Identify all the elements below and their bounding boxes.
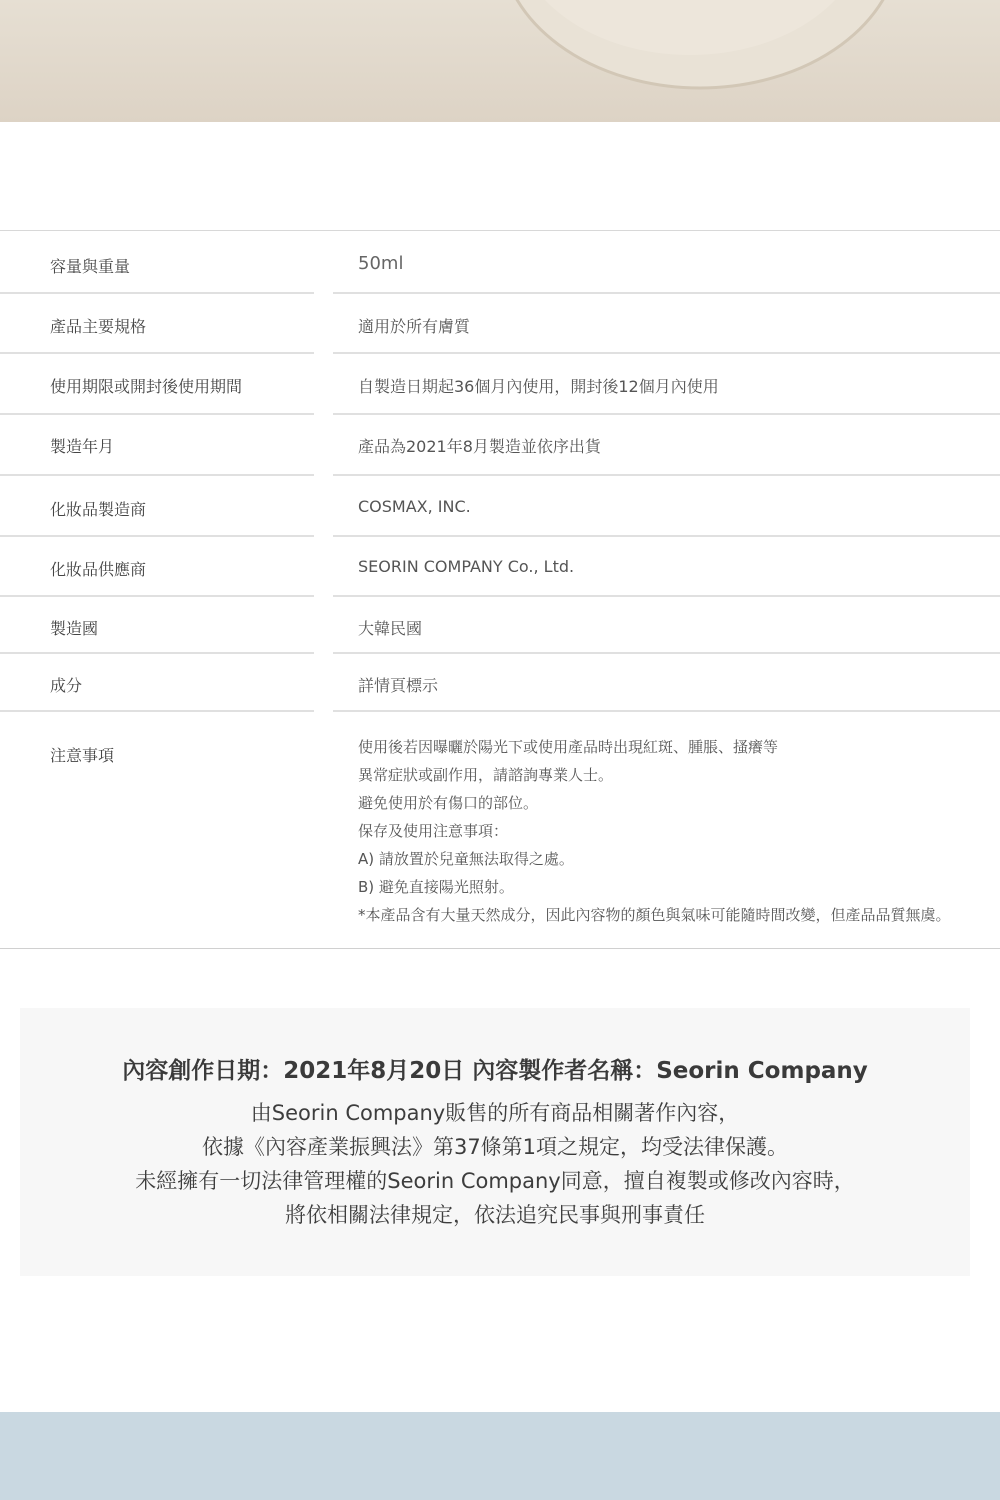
spec-label: 容量與重量	[50, 257, 131, 276]
precaution-line: *本產品含有大量天然成分，因此內容物的顏色與氣味可能隨時間改變，但產品品質無虞。	[358, 906, 951, 924]
cream-drop-image	[0, 0, 1000, 122]
row-divider	[0, 474, 314, 476]
precaution-line: 避免使用於有傷口的部位。	[358, 794, 539, 812]
precautions-text	[358, 733, 951, 929]
row-divider	[333, 710, 1000, 712]
spec-label: 注意事項	[50, 746, 115, 765]
copyright-notice-panel	[20, 1008, 970, 1276]
spec-value: 50ml	[358, 253, 404, 274]
spec-value: 適用於所有膚質	[358, 317, 471, 336]
spec-value: SEORIN COMPANY Co., Ltd.	[358, 557, 575, 576]
row-divider	[0, 652, 314, 654]
copyright-title: 內容創作日期：2021年8月20日 內容製作者名稱：Seorin Company	[122, 1058, 868, 1084]
row-divider	[333, 652, 1000, 654]
spec-value: COSMAX, INC.	[358, 497, 471, 516]
copyright-line: 依據《內容產業振興法》第37條第1項之規定，均受法律保護。	[201, 1135, 789, 1159]
row-divider	[0, 710, 314, 712]
precaution-line: 使用後若因曝曬於陽光下或使用產品時出現紅斑、腫脹、搔癢等	[358, 738, 779, 756]
row-divider	[0, 413, 314, 415]
spec-label: 製造年月	[50, 437, 115, 456]
spec-label: 產品主要規格	[50, 317, 147, 336]
row-divider	[333, 352, 1000, 354]
precaution-line: 保存及使用注意事項：	[358, 822, 509, 840]
row-divider	[333, 535, 1000, 537]
table-bottom-border	[0, 948, 1000, 949]
row-divider	[0, 352, 314, 354]
table-top-border	[0, 230, 1000, 231]
precaution-line: 異常症狀或副作用，請諮詢專業人士。	[358, 766, 614, 784]
spec-value: 產品為2021年8月製造並依序出貨	[358, 437, 601, 456]
precaution-line: B) 避免直接陽光照射。	[358, 878, 514, 896]
row-divider	[333, 292, 1000, 294]
precaution-line: A) 請放置於兒童無法取得之處。	[358, 850, 574, 868]
copyright-line: 將依相關法律規定，依法追究民事與刑事責任	[285, 1203, 705, 1227]
row-divider	[333, 413, 1000, 415]
spec-label: 製造國	[50, 619, 99, 638]
spec-label: 成分	[50, 676, 83, 695]
row-divider	[0, 595, 314, 597]
copyright-line: 由Seorin Company販售的所有商品相關著作內容，	[250, 1101, 740, 1125]
spec-value: 自製造日期起36個月內使用，開封後12個月內使用	[358, 377, 719, 396]
spec-value: 詳情頁標示	[358, 676, 439, 695]
footer-color-band	[0, 1412, 1000, 1500]
row-divider	[0, 292, 314, 294]
row-divider	[0, 535, 314, 537]
product-hero-image	[0, 0, 1000, 122]
spec-value: 大韓民國	[358, 619, 423, 638]
copyright-line: 未經擁有一切法律管理權的Seorin Company同意，擅自複製或修改內容時，	[135, 1169, 855, 1193]
copyright-body	[20, 1096, 970, 1232]
spec-label: 化妝品製造商	[50, 500, 147, 519]
row-divider	[333, 595, 1000, 597]
row-divider	[333, 474, 1000, 476]
spec-label: 化妝品供應商	[50, 560, 147, 579]
spec-label: 使用期限或開封後使用期間	[50, 377, 243, 396]
